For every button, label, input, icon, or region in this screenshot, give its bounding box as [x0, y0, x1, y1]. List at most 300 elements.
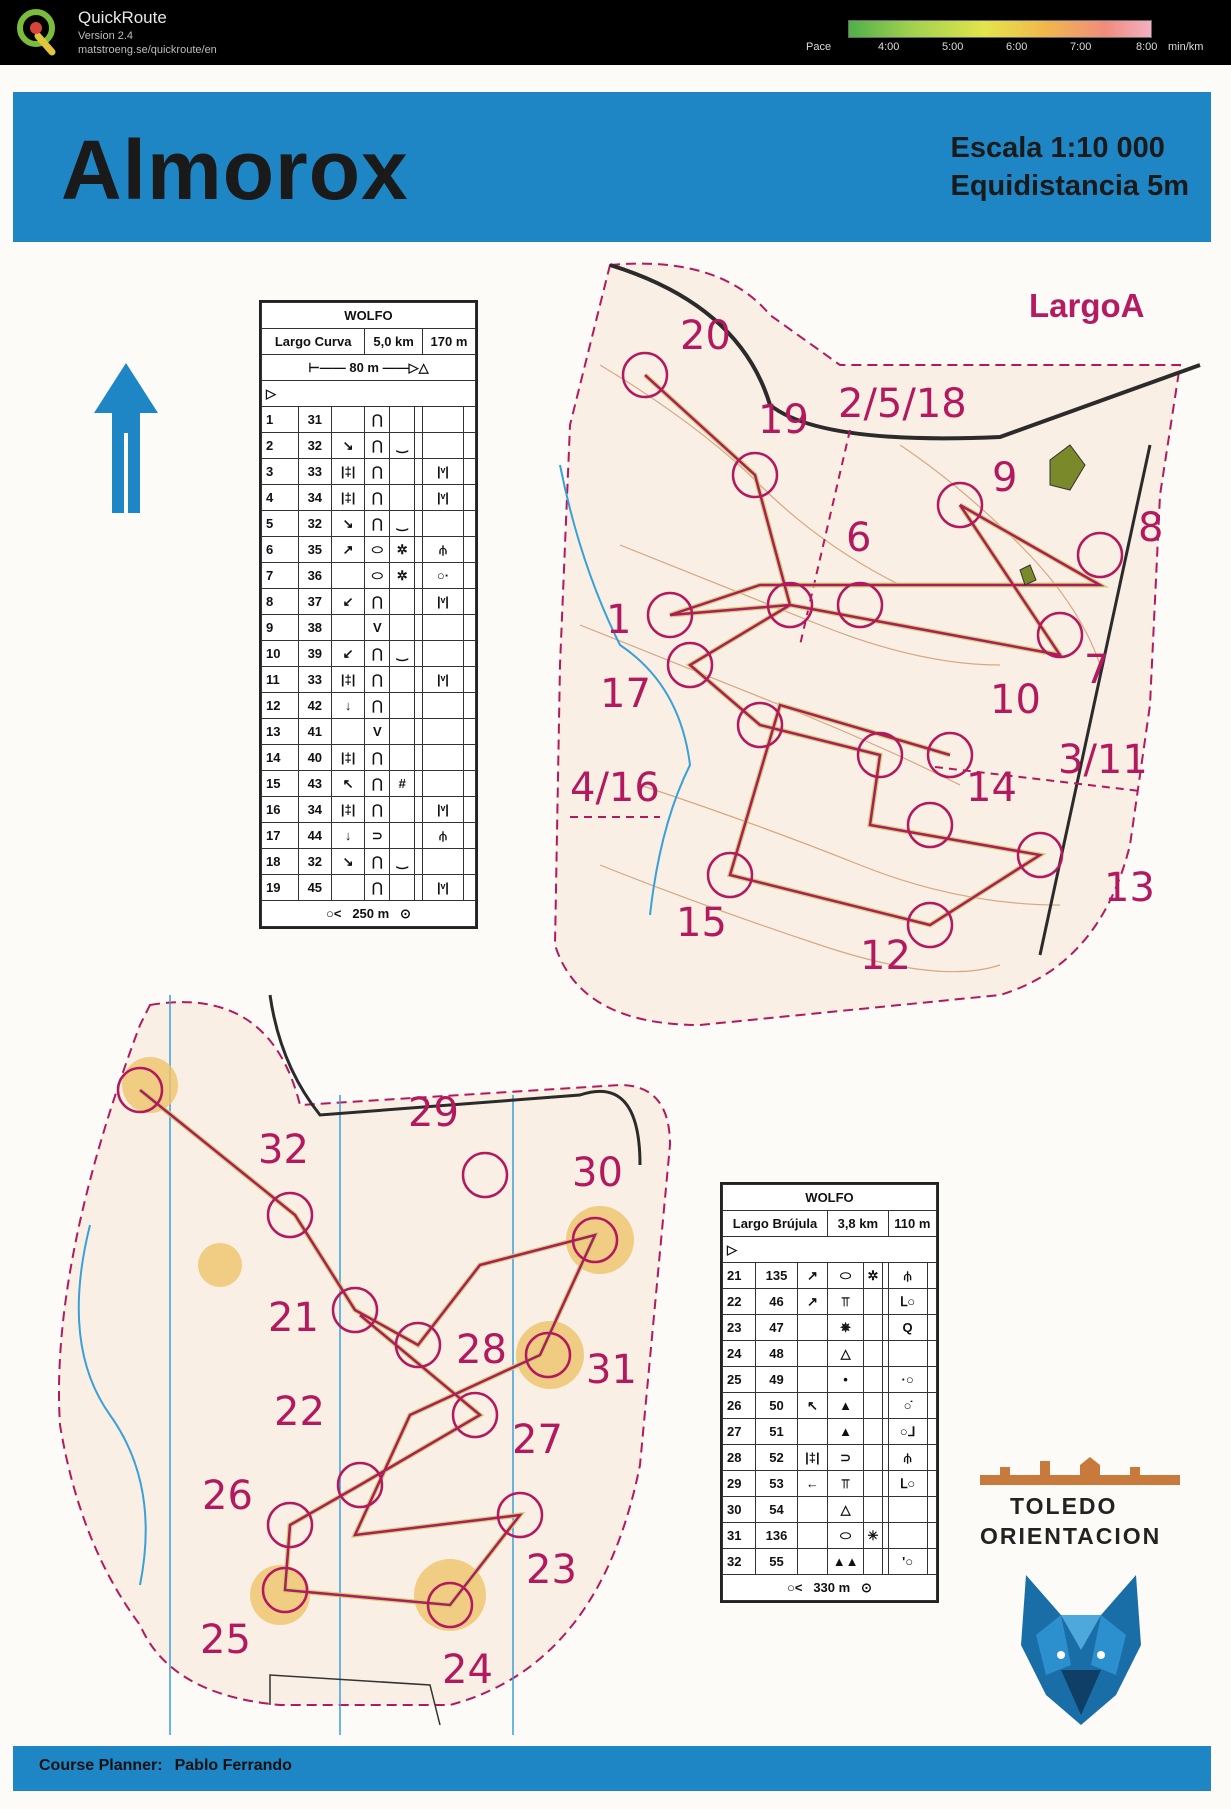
control-row: [262, 537, 476, 563]
control-row: [723, 1497, 937, 1523]
quickroute-logo-icon: [14, 6, 58, 56]
course-planner: [39, 1757, 304, 1775]
control-feature: ⬭: [365, 563, 390, 589]
control-empty: [463, 849, 475, 875]
control-code: 45: [298, 875, 331, 901]
control-appearance: [390, 797, 415, 823]
control-label: 28: [456, 1327, 507, 1373]
control-row: [262, 771, 476, 797]
control-number: 21: [723, 1263, 756, 1289]
control-feature: ⬭: [828, 1523, 864, 1549]
control-code: 55: [756, 1549, 797, 1575]
control-empty: [927, 1393, 936, 1419]
control-location: |ᵛ|: [422, 667, 463, 693]
control-location: '○: [888, 1549, 927, 1575]
control-empty: [927, 1471, 936, 1497]
scale-line: Escala 1:10 000: [950, 132, 1165, 164]
control-number: 12: [262, 693, 299, 719]
control-direction: [331, 875, 364, 901]
control-row: [723, 1471, 937, 1497]
control-empty: [463, 459, 475, 485]
table-event: WOLFO: [723, 1185, 937, 1211]
control-direction: |‡|: [331, 745, 364, 771]
control-number: 15: [262, 771, 299, 797]
control-direction: ↙: [331, 589, 364, 615]
control-code: 33: [298, 459, 331, 485]
quickroute-header: [0, 0, 1231, 65]
control-label: 17: [600, 671, 651, 717]
control-label: 20: [680, 313, 731, 359]
control-empty: [415, 641, 423, 667]
control-number: 16: [262, 797, 299, 823]
control-label: 31: [586, 1347, 637, 1393]
control-label: 3/11: [1058, 737, 1148, 783]
control-code: 41: [298, 719, 331, 745]
control-row: [262, 693, 476, 719]
control-code: 50: [756, 1393, 797, 1419]
control-direction: [331, 615, 364, 641]
control-location: [888, 1341, 927, 1367]
control-location: ᒪ○: [888, 1471, 927, 1497]
control-description-table-long: [259, 300, 478, 929]
control-row: [262, 875, 476, 901]
control-number: 3: [262, 459, 299, 485]
control-appearance: [390, 589, 415, 615]
control-label: 30: [572, 1150, 623, 1196]
control-appearance: [390, 693, 415, 719]
control-code: 40: [298, 745, 331, 771]
control-direction: [797, 1315, 827, 1341]
pace-tick: 6:00: [1006, 41, 1028, 53]
control-feature: ⋂: [365, 511, 390, 537]
control-code: 135: [756, 1263, 797, 1289]
control-code: 136: [756, 1523, 797, 1549]
control-empty: [927, 1445, 936, 1471]
orienteering-map[interactable]: [0, 65, 1231, 1809]
control-feature: V: [365, 615, 390, 641]
control-location: |ᵛ|: [422, 797, 463, 823]
control-direction: [797, 1419, 827, 1445]
control-code: 34: [298, 797, 331, 823]
control-row: [262, 615, 476, 641]
control-appearance: ✳: [864, 1523, 883, 1549]
control-appearance: [390, 407, 415, 433]
control-location: ⫛: [888, 1445, 927, 1471]
control-number: 30: [723, 1497, 756, 1523]
control-direction: ↖: [331, 771, 364, 797]
control-direction: ↖: [797, 1393, 827, 1419]
control-number: 8: [262, 589, 299, 615]
control-number: 13: [262, 719, 299, 745]
control-empty: [463, 823, 475, 849]
control-row: [723, 1289, 937, 1315]
control-direction: ↓: [331, 823, 364, 849]
footer-band: [13, 1746, 1211, 1791]
control-empty: [927, 1419, 936, 1445]
control-number: 25: [723, 1367, 756, 1393]
control-location: [422, 641, 463, 667]
control-location: ᒪ○: [888, 1289, 927, 1315]
control-appearance: [390, 459, 415, 485]
control-label: 29: [408, 1090, 459, 1136]
control-feature: ⋂: [365, 485, 390, 511]
control-number: 2: [262, 433, 299, 459]
control-empty: [463, 433, 475, 459]
control-empty: [415, 589, 423, 615]
control-number: 11: [262, 667, 299, 693]
control-number: 22: [723, 1289, 756, 1315]
control-row: [723, 1393, 937, 1419]
control-location: Q: [888, 1315, 927, 1341]
control-direction: ↓: [331, 693, 364, 719]
control-direction: [797, 1341, 827, 1367]
table-event: WOLFO: [262, 303, 476, 329]
control-appearance: #: [390, 771, 415, 797]
control-label: 6: [846, 515, 872, 561]
control-code: 32: [298, 433, 331, 459]
control-number: 5: [262, 511, 299, 537]
control-feature: ⬭: [828, 1263, 864, 1289]
wolf-logo-icon: [1016, 1575, 1146, 1725]
control-number: 27: [723, 1419, 756, 1445]
control-label: 13: [1104, 865, 1155, 911]
table-course: Largo Brújula: [723, 1211, 828, 1237]
control-number: 10: [262, 641, 299, 667]
control-appearance: [390, 485, 415, 511]
control-appearance: [864, 1445, 883, 1471]
control-feature: ⋂: [365, 693, 390, 719]
control-location: |ᵛ|: [422, 459, 463, 485]
app-name: QuickRoute: [78, 8, 167, 27]
control-number: 28: [723, 1445, 756, 1471]
pace-gradient-legend: [848, 20, 1152, 38]
control-feature: ⫪: [828, 1471, 864, 1497]
control-direction: ↙: [331, 641, 364, 667]
control-direction: [797, 1497, 827, 1523]
control-location: [422, 615, 463, 641]
table-climb: 170 m: [422, 329, 475, 355]
control-direction: [331, 719, 364, 745]
control-row: [262, 589, 476, 615]
control-row: [723, 1549, 937, 1575]
control-location: [422, 771, 463, 797]
control-row: [262, 641, 476, 667]
control-row: [262, 797, 476, 823]
control-row: [262, 433, 476, 459]
control-label: 12: [860, 933, 911, 979]
control-location: |ᵛ|: [422, 875, 463, 901]
control-feature: ▲: [828, 1419, 864, 1445]
control-number: 26: [723, 1393, 756, 1419]
control-appearance: ‿: [390, 511, 415, 537]
control-label: 8: [1138, 505, 1164, 551]
control-number: 24: [723, 1341, 756, 1367]
control-appearance: ‿: [390, 433, 415, 459]
control-empty: [463, 485, 475, 511]
control-row: [723, 1263, 937, 1289]
control-empty: [415, 511, 423, 537]
control-description-table-short: [720, 1182, 939, 1603]
control-appearance: [864, 1315, 883, 1341]
control-code: 38: [298, 615, 331, 641]
control-location: ○·: [422, 563, 463, 589]
control-feature: ⋂: [365, 797, 390, 823]
control-row: [723, 1315, 937, 1341]
control-appearance: [864, 1289, 883, 1315]
control-location: |ᵛ|: [422, 485, 463, 511]
control-row: [262, 667, 476, 693]
control-empty: [415, 615, 423, 641]
control-appearance: [864, 1549, 883, 1575]
control-location: [422, 849, 463, 875]
pace-tick: 8:00: [1136, 41, 1158, 53]
control-empty: [415, 667, 423, 693]
control-feature: ⋂: [365, 641, 390, 667]
control-number: 32: [723, 1549, 756, 1575]
control-empty: [415, 693, 423, 719]
control-code: 34: [298, 485, 331, 511]
control-feature: ⊃: [828, 1445, 864, 1471]
control-appearance: [864, 1341, 883, 1367]
control-appearance: [390, 667, 415, 693]
control-number: 31: [723, 1523, 756, 1549]
table-start-distance: ⊢—— 80 m ——▷△: [262, 355, 476, 381]
control-feature: ▲▲: [828, 1549, 864, 1575]
control-empty: [463, 511, 475, 537]
control-code: 37: [298, 589, 331, 615]
control-number: 4: [262, 485, 299, 511]
control-feature: ⬭: [365, 537, 390, 563]
control-feature: ⋂: [365, 407, 390, 433]
control-empty: [415, 875, 423, 901]
control-direction: |‡|: [331, 797, 364, 823]
control-code: 35: [298, 537, 331, 563]
control-code: 39: [298, 641, 331, 667]
control-empty: [927, 1523, 936, 1549]
control-label: 4/16: [570, 765, 660, 811]
control-feature: ⋂: [365, 433, 390, 459]
control-empty: [415, 719, 423, 745]
control-location: [422, 511, 463, 537]
control-empty: [415, 407, 423, 433]
control-appearance: [864, 1393, 883, 1419]
control-feature: △: [828, 1341, 864, 1367]
control-empty: [463, 641, 475, 667]
control-code: 49: [756, 1367, 797, 1393]
control-appearance: [390, 615, 415, 641]
control-label: 27: [512, 1417, 563, 1463]
control-code: 48: [756, 1341, 797, 1367]
control-empty: [927, 1289, 936, 1315]
control-direction: ↗: [797, 1289, 827, 1315]
control-direction: |‡|: [331, 667, 364, 693]
control-row: [262, 719, 476, 745]
control-label: 14: [966, 765, 1017, 811]
control-empty: [415, 771, 423, 797]
control-row: [723, 1367, 937, 1393]
start-triangle-icon: ▷: [723, 1237, 937, 1263]
control-empty: [927, 1341, 936, 1367]
control-row: [262, 485, 476, 511]
control-number: 29: [723, 1471, 756, 1497]
control-appearance: [864, 1419, 883, 1445]
table-finish-distance: ○< 330 m ⊙: [723, 1575, 937, 1601]
control-direction: |‡|: [331, 459, 364, 485]
control-direction: [797, 1367, 827, 1393]
pace-label: Pace: [806, 41, 832, 53]
control-label: 21: [268, 1295, 319, 1341]
control-direction: [331, 563, 364, 589]
control-appearance: ‿: [390, 641, 415, 667]
control-label: 10: [990, 677, 1041, 723]
control-feature: ⋂: [365, 459, 390, 485]
control-appearance: [864, 1497, 883, 1523]
control-location: |ᵛ|: [422, 589, 463, 615]
control-code: 32: [298, 511, 331, 537]
control-label: 32: [258, 1127, 309, 1173]
control-row: [723, 1341, 937, 1367]
control-number: 7: [262, 563, 299, 589]
control-feature: ▲: [828, 1393, 864, 1419]
control-row: [262, 823, 476, 849]
control-code: 32: [298, 849, 331, 875]
control-code: 52: [756, 1445, 797, 1471]
pace-tick: 5:00: [942, 41, 964, 53]
control-appearance: [864, 1471, 883, 1497]
control-appearance: [864, 1367, 883, 1393]
control-code: 43: [298, 771, 331, 797]
control-feature: ✵: [828, 1315, 864, 1341]
control-number: 19: [262, 875, 299, 901]
control-direction: ↘: [331, 511, 364, 537]
control-feature: ⋂: [365, 745, 390, 771]
control-empty: [463, 693, 475, 719]
control-appearance: ✲: [390, 537, 415, 563]
control-code: 31: [298, 407, 331, 433]
app-url[interactable]: matstroeng.se/quickroute/en: [78, 44, 217, 56]
control-feature: ⫪: [828, 1289, 864, 1315]
control-feature: V: [365, 719, 390, 745]
control-feature: ⋂: [365, 589, 390, 615]
planner-name: Pablo Ferrando: [174, 1757, 292, 1774]
control-feature: ⋂: [365, 771, 390, 797]
control-empty: [463, 745, 475, 771]
logo-text: TOLEDO: [1010, 1493, 1118, 1519]
control-direction: [797, 1523, 827, 1549]
control-feature: ⊃: [365, 823, 390, 849]
control-empty: [927, 1315, 936, 1341]
control-label: 1: [606, 597, 632, 643]
control-location: [422, 745, 463, 771]
control-appearance: [390, 745, 415, 771]
app-version: Version 2.4: [78, 30, 134, 42]
control-row: [262, 511, 476, 537]
control-empty: [927, 1367, 936, 1393]
control-feature: ⋂: [365, 875, 390, 901]
control-empty: [463, 589, 475, 615]
control-label: 26: [202, 1473, 253, 1519]
control-label: 15: [676, 900, 727, 946]
control-location: ⫛: [888, 1263, 927, 1289]
table-length: 3,8 km: [828, 1211, 889, 1237]
control-number: 17: [262, 823, 299, 849]
control-empty: [463, 719, 475, 745]
equidistance-line: Equidistancia 5m: [950, 170, 1189, 202]
control-empty: [415, 537, 423, 563]
control-empty: [463, 875, 475, 901]
control-empty: [463, 615, 475, 641]
start-triangle-icon: ▷: [262, 381, 476, 407]
control-direction: [797, 1549, 827, 1575]
control-direction: |‡|: [797, 1445, 827, 1471]
control-row: [262, 849, 476, 875]
control-empty: [463, 667, 475, 693]
planner-label: Course Planner:: [39, 1757, 163, 1774]
control-direction: ↘: [331, 433, 364, 459]
control-code: 54: [756, 1497, 797, 1523]
control-location: ·○: [888, 1367, 927, 1393]
control-empty: [415, 797, 423, 823]
control-number: 1: [262, 407, 299, 433]
control-row: [723, 1419, 937, 1445]
control-empty: [415, 849, 423, 875]
control-location: ○ᒧ: [888, 1419, 927, 1445]
control-row: [262, 459, 476, 485]
control-code: 46: [756, 1289, 797, 1315]
control-empty: [463, 537, 475, 563]
control-code: 42: [298, 693, 331, 719]
control-direction: ↗: [797, 1263, 827, 1289]
control-location: [422, 719, 463, 745]
control-row: [262, 745, 476, 771]
control-empty: [927, 1263, 936, 1289]
control-appearance: ✲: [864, 1263, 883, 1289]
control-direction: |‡|: [331, 485, 364, 511]
pace-tick: 7:00: [1070, 41, 1092, 53]
control-label: 19: [758, 397, 809, 443]
control-row: [262, 563, 476, 589]
control-direction: ←: [797, 1471, 827, 1497]
control-empty: [415, 745, 423, 771]
map-title: Almorox: [61, 123, 409, 217]
control-location: ⫛: [422, 537, 463, 563]
control-empty: [415, 433, 423, 459]
control-row: [723, 1523, 937, 1549]
control-empty: [415, 563, 423, 589]
pace-tick: 4:00: [878, 41, 900, 53]
control-location: [422, 693, 463, 719]
control-code: 47: [756, 1315, 797, 1341]
control-appearance: [390, 823, 415, 849]
control-location: ⫛: [422, 823, 463, 849]
control-empty: [463, 407, 475, 433]
control-appearance: ✲: [390, 563, 415, 589]
control-direction: ↗: [331, 537, 364, 563]
control-appearance: [390, 875, 415, 901]
control-appearance: [390, 719, 415, 745]
control-empty: [463, 563, 475, 589]
control-location: [888, 1523, 927, 1549]
control-empty: [415, 823, 423, 849]
control-label: 23: [526, 1547, 577, 1593]
control-label: 7: [1084, 647, 1110, 693]
control-empty: [463, 771, 475, 797]
control-direction: ↘: [331, 849, 364, 875]
control-feature: •: [828, 1367, 864, 1393]
control-location: [422, 433, 463, 459]
control-code: 44: [298, 823, 331, 849]
logo-text: ORIENTACION: [980, 1523, 1162, 1549]
